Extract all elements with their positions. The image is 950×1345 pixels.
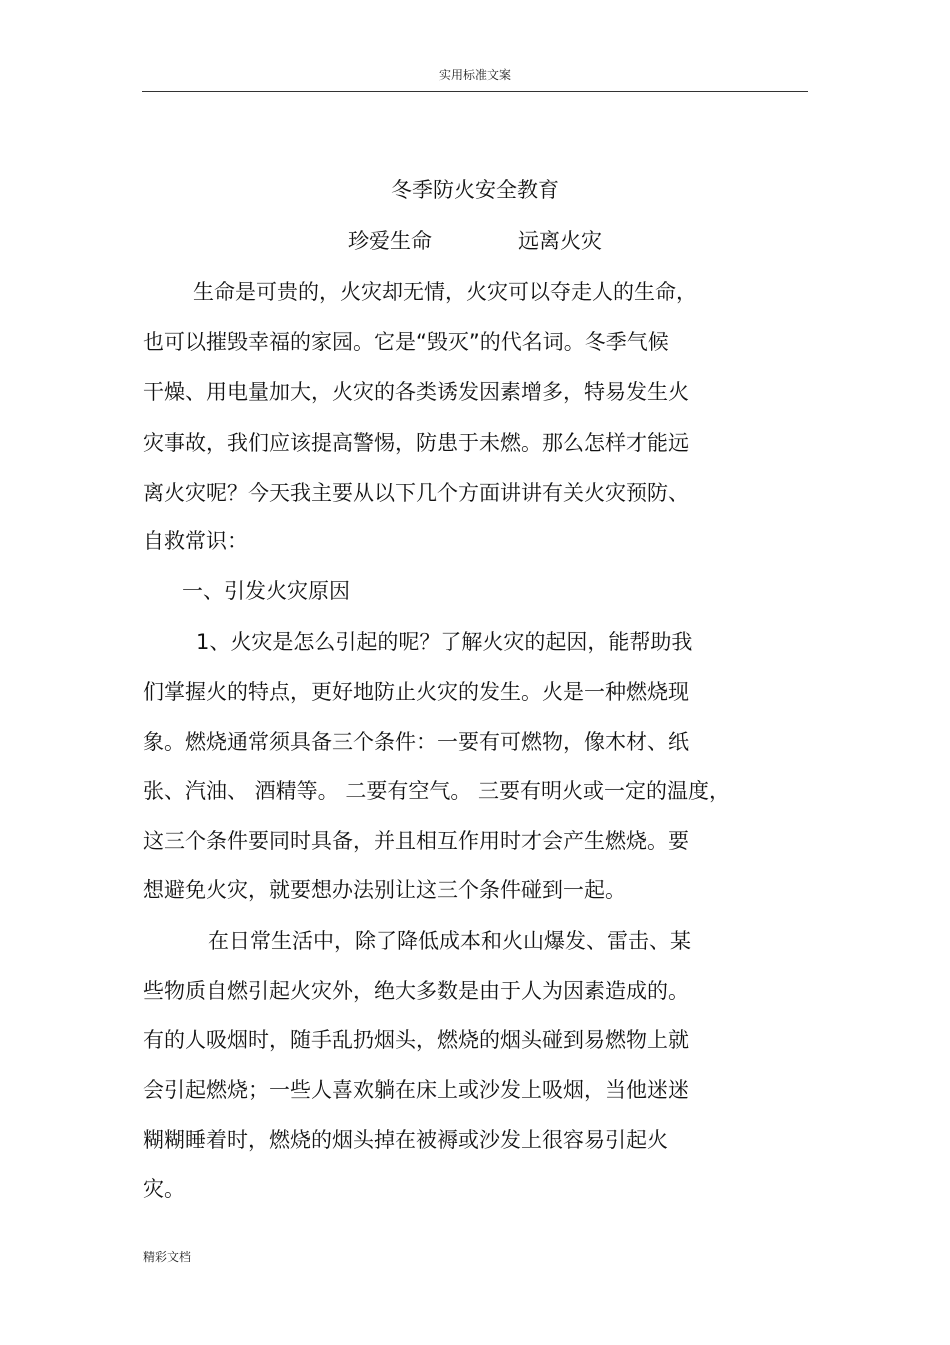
body-line: 会引起燃烧；一些人喜欢躺在床上或沙发上吸烟，当他迷迷 — [143, 1078, 689, 1102]
body-line: 些物质自燃引起火灾外，绝大多数是由于人为因素造成的。 — [143, 979, 689, 1003]
subtitle-right: 远离火灾 — [518, 229, 602, 253]
body-line: 灾。 — [143, 1177, 185, 1201]
header-rule — [142, 91, 808, 92]
body-line: 们掌握火的特点，更好地防止火灾的发生。火是一种燃烧现 — [143, 680, 689, 704]
body-line: 离火灾呢？今天我主要从以下几个方面讲讲有关火灾预防、 — [143, 481, 689, 505]
document-title: 冬季防火安全教育 — [391, 178, 559, 202]
body-line: 想避免火灾，就要想办法别让这三个条件碰到一起。 — [143, 878, 626, 902]
body-line: 糊糊睡着时，燃烧的烟头掉在被褥或沙发上很容易引起火 — [143, 1128, 668, 1152]
section-heading: 一、引发火灾原因 — [182, 579, 350, 603]
document-subtitle — [0, 226, 950, 256]
body-line: 1、火灾是怎么引起的呢？了解火灾的起因，能帮助我 — [196, 630, 693, 654]
subtitle-left: 珍爱生命 — [348, 229, 432, 253]
body-line: 也可以摧毁幸福的家园。它是“毁灭”的代名词。冬季气候 — [143, 330, 669, 354]
body-line: 生命是可贵的，火灾却无情，火灾可以夺走人的生命， — [193, 280, 697, 304]
body-line: 有的人吸烟时，随手乱扔烟头，燃烧的烟头碰到易燃物上就 — [143, 1028, 689, 1052]
body-line: 这三个条件要同时具备，并且相互作用时才会产生燃烧。要 — [143, 829, 689, 853]
page-footer: 精彩文档 — [143, 1250, 192, 1264]
body-line: 象。燃烧通常须具备三个条件：一要有可燃物，像木材、纸 — [143, 730, 689, 754]
page-header: 实用标准文案 — [438, 68, 511, 82]
body-line: 张、汽油、 酒精等。 二要有空气。 三要有明火或一定的温度， — [143, 779, 731, 803]
body-line: 干燥、用电量加大，火灾的各类诱发因素增多，特易发生火 — [143, 380, 689, 404]
body-line: 在日常生活中，除了降低成本和火山爆发、雷击、某 — [208, 929, 691, 953]
body-line: 自救常识： — [143, 529, 248, 553]
body-line: 灾事故，我们应该提高警惕，防患于未燃。那么怎样才能远 — [143, 431, 689, 455]
